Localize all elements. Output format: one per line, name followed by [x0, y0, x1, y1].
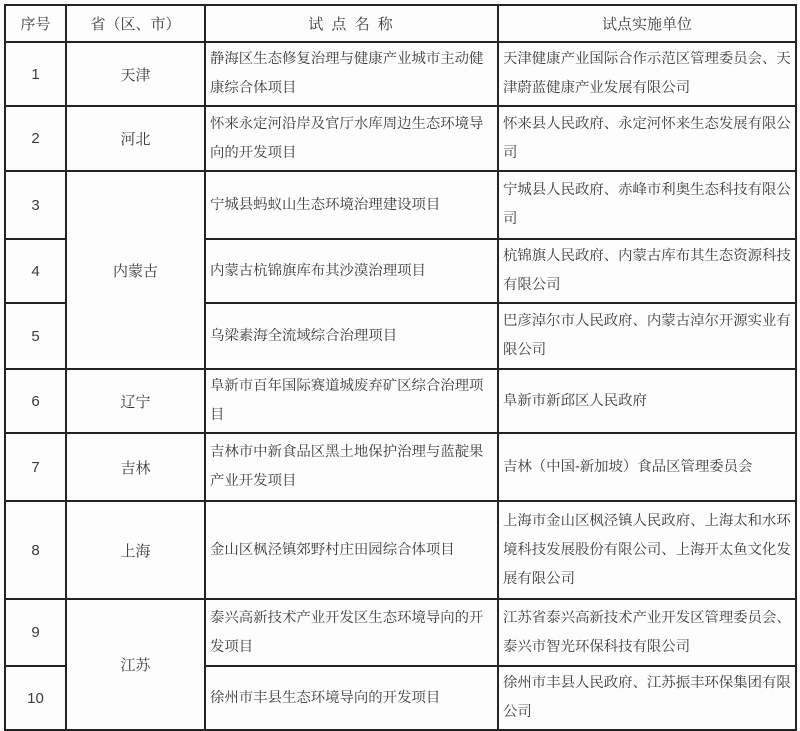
project-name-cell: 吉林市中新食品区黑土地保护治理与蓝靛果产业开发项目	[205, 433, 498, 501]
project-name-cell: 阜新市百年国际赛道城废弃矿区综合治理项目	[205, 369, 498, 433]
project-name-cell: 宁城县蚂蚁山生态环境治理建设项目	[205, 171, 498, 239]
serial-cell: 5	[5, 303, 66, 369]
implementing-unit-cell: 江苏省泰兴高新技术产业开发区管理委员会、泰兴市智光环保科技有限公司	[498, 599, 796, 666]
serial-cell: 9	[5, 599, 66, 666]
project-name-cell: 金山区枫泾镇郊野村庄田园综合体项目	[205, 501, 498, 599]
serial-cell: 6	[5, 369, 66, 433]
serial-cell: 3	[5, 171, 66, 239]
table-row	[5, 433, 796, 501]
province-cell: 辽宁	[66, 369, 205, 433]
table-row	[5, 106, 796, 171]
table-row	[5, 599, 796, 666]
province-cell: 天津	[66, 42, 205, 106]
province-cell: 河北	[66, 106, 205, 171]
pilot-projects-table	[4, 4, 797, 731]
province-cell: 吉林	[66, 433, 205, 501]
implementing-unit-cell: 巴彦淖尔市人民政府、内蒙古淖尔开源实业有限公司	[498, 303, 796, 369]
serial-cell: 2	[5, 106, 66, 171]
serial-cell: 1	[5, 42, 66, 106]
col-header-implementing-unit: 试点实施单位	[498, 5, 796, 42]
province-cell: 上海	[66, 501, 205, 599]
table-header-row	[5, 5, 796, 42]
implementing-unit-cell: 杭锦旗人民政府、内蒙古库布其生态资源科技有限公司	[498, 239, 796, 303]
col-header-pilot-name: 试 点 名 称	[205, 5, 498, 42]
province-cell: 江苏	[66, 599, 205, 730]
implementing-unit-cell: 徐州市丰县人民政府、江苏振丰环保集团有限公司	[498, 666, 796, 730]
table-row	[5, 42, 796, 106]
project-name-cell: 内蒙古杭锦旗库布其沙漠治理项目	[205, 239, 498, 303]
serial-cell: 7	[5, 433, 66, 501]
serial-cell: 10	[5, 666, 66, 730]
implementing-unit-cell: 天津健康产业国际合作示范区管理委员会、天津蔚蓝健康产业发展有限公司	[498, 42, 796, 106]
serial-cell: 4	[5, 239, 66, 303]
project-name-cell: 乌梁素海全流域综合治理项目	[205, 303, 498, 369]
project-name-cell: 徐州市丰县生态环境导向的开发项目	[205, 666, 498, 730]
implementing-unit-cell: 上海市金山区枫泾镇人民政府、上海太和水环境科技发展股份有限公司、上海开太鱼文化发展有限公司	[498, 501, 796, 599]
project-name-cell: 静海区生态修复治理与健康产业城市主动健康综合体项目	[205, 42, 498, 106]
table-row	[5, 369, 796, 433]
implementing-unit-cell: 吉林（中国-新加坡）食品区管理委员会	[498, 433, 796, 501]
project-name-cell: 泰兴高新技术产业开发区生态环境导向的开发项目	[205, 599, 498, 666]
province-cell: 内蒙古	[66, 171, 205, 369]
col-header-province: 省（区、市）	[66, 5, 205, 42]
col-header-serial: 序号	[5, 5, 66, 42]
implementing-unit-cell: 宁城县人民政府、赤峰市利奥生态科技有限公司	[498, 171, 796, 239]
table-row	[5, 501, 796, 599]
implementing-unit-cell: 阜新市新邱区人民政府	[498, 369, 796, 433]
serial-cell: 8	[5, 501, 66, 599]
project-name-cell: 怀来永定河沿岸及官厅水库周边生态环境导向的开发项目	[205, 106, 498, 171]
table-row	[5, 171, 796, 239]
implementing-unit-cell: 怀来县人民政府、永定河怀来生态发展有限公司	[498, 106, 796, 171]
